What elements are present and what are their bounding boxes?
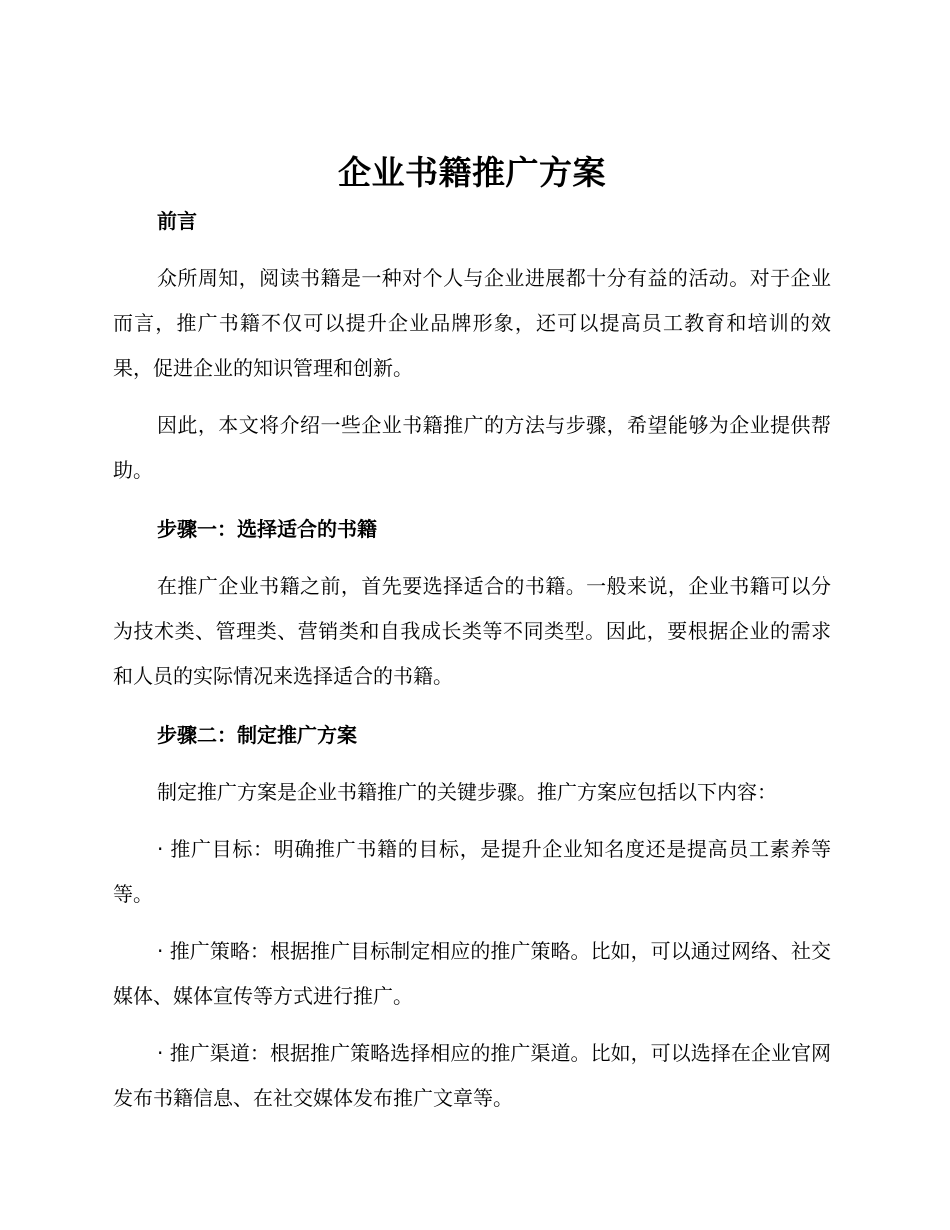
bullet-item-promotion-goal: · 推广目标：明确推广书籍的目标，是提升企业知名度还是提高员工素养等等。 xyxy=(113,837,831,906)
section-heading-step-one: 步骤一：选择适合的书籍 xyxy=(157,517,377,541)
section-heading-preface: 前言 xyxy=(157,209,197,233)
bullet-item-promotion-channel: · 推广渠道：根据推广策略选择相应的推广渠道。比如，可以选择在企业官网发布书籍信息、在社交媒体发布推广文章等。 xyxy=(113,1041,831,1110)
paragraph: 众所周知，阅读书籍是一种对个人与企业进展都十分有益的活动。对于企业而言，推广书籍不仅可以提升企业品牌形象，还可以提高员工教育和培训的效果，促进企业的知识管理和创新。 xyxy=(113,266,831,380)
paragraph: 制定推广方案是企业书籍推广的关键步骤。推广方案应包括以下内容： xyxy=(157,780,777,804)
section-heading-step-two: 步骤二：制定推广方案 xyxy=(157,723,357,747)
document-page xyxy=(113,148,831,1121)
bullet-item-promotion-strategy: · 推广策略：根据推广目标制定相应的推广策略。比如，可以通过网络、社交媒体、媒体宣传等方式进行推广。 xyxy=(113,939,831,1008)
paragraph: 在推广企业书籍之前，首先要选择适合的书籍。一般来说，企业书籍可以分为技术类、管理类、营销类和自我成长类等不同类型。因此，要根据企业的需求和人员的实际情况来选择适合的书籍。 xyxy=(113,574,831,688)
document-title: 企业书籍推广方案 xyxy=(338,153,606,192)
paragraph: 因此，本文将介绍一些企业书籍推广的方法与步骤，希望能够为企业提供帮助。 xyxy=(113,413,831,482)
